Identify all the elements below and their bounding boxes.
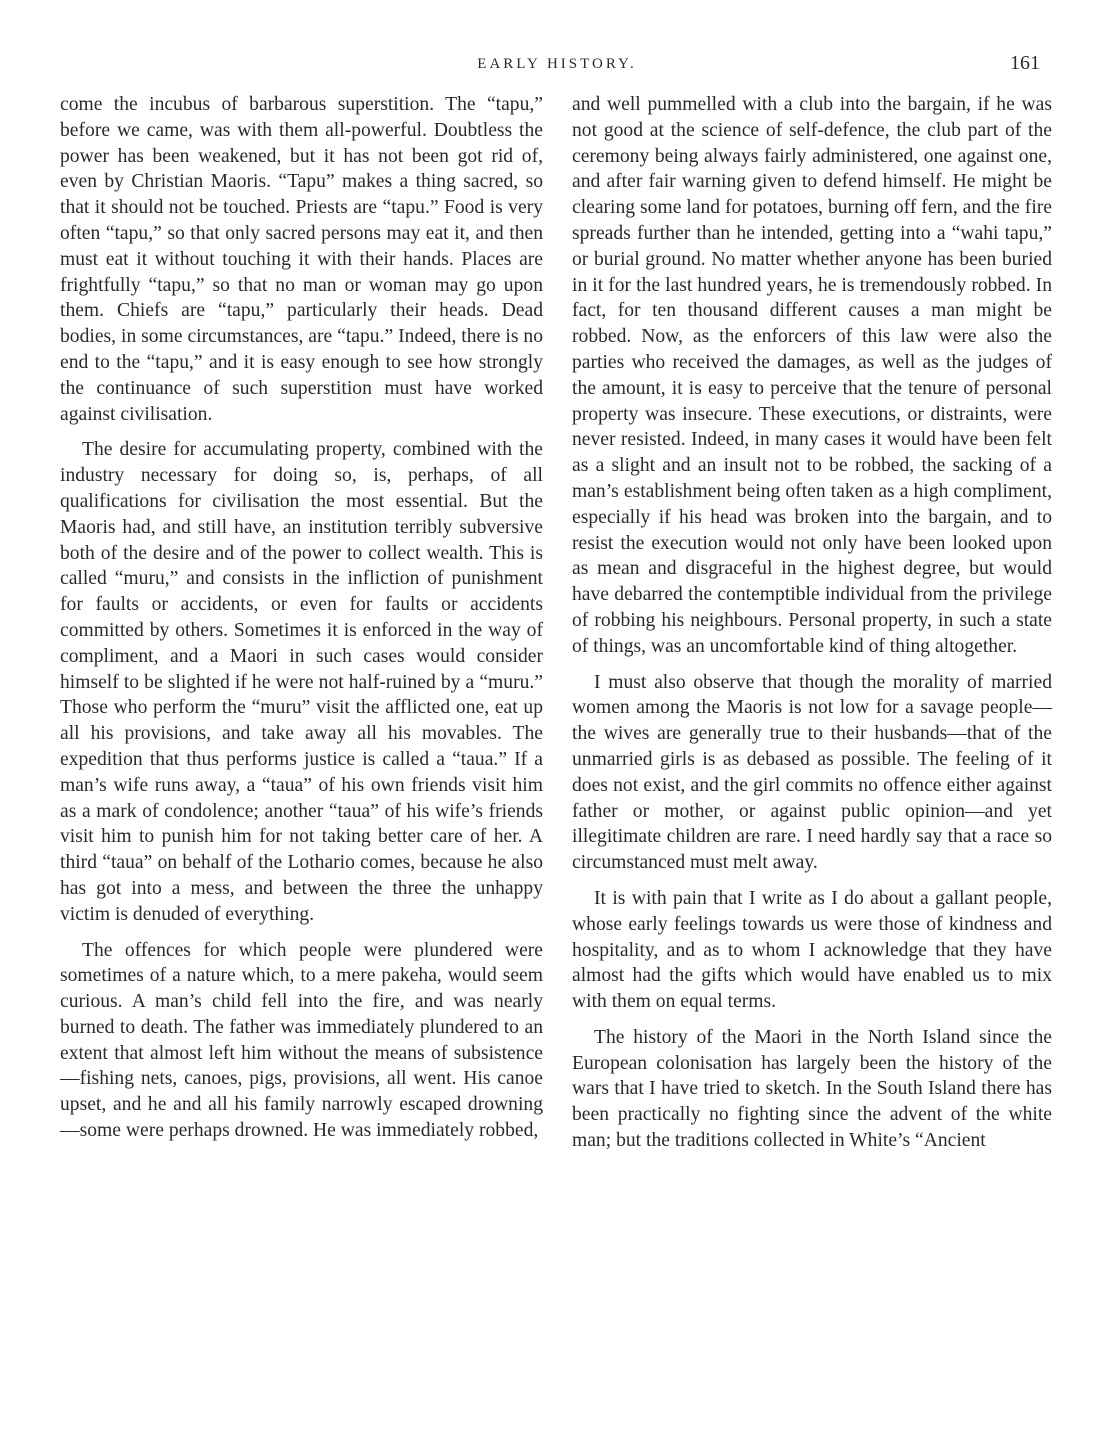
left-column (60, 92, 543, 1154)
paragraph: come the incubus of barbarous superstition. The “tapu,” before we came, was with them all-powerful. Doubtless the power has been weakened, but it has not been got rid of, even by Christian Maoris. “Tapu” makes a thing sacred, so that it should not be touched. Priests are “tapu.” Food is very often “tapu,” so that only sacred persons may eat it, and then must eat it without touching it with their hands. Places are frightfully “tapu,” so that no man or woman may go upon them. Chiefs are “tapu,” particularly their heads. Dead bodies, in some circumstances, are “tapu.” Indeed, there is no end to the “tapu,” and it is easy enough to see how strongly the continuance of such superstition must have worked against civilisation. (60, 94, 543, 425)
right-column (572, 92, 1052, 1164)
page-header (0, 52, 1114, 80)
running-title: EARLY HISTORY. (477, 56, 637, 72)
paragraph: The desire for accumulating property, combined with the industry necessary for doing so, is, perhaps, of all qualifications for civilisation the most essential. But the Maoris had, and still have, an institution terribly subversive both of the desire and of the power to collect wealth. This is called “muru,” and consists in the infliction of punishment for faults or accidents, or even for faults or accidents committed by others. Sometimes it is enforced in the way of compliment, and a Maori in such cases would consider himself to be slighted if he were not half-ruined by a “muru.” Those who perform the “muru” visit the afflicted one, eat up all his provisions, and take away all his movables. The expedition that thus performs justice is called a “taua.” If a man’s wife runs away, a “taua” of his own friends visit him as a mark of condolence; another “taua” of his wife’s friends visit him to punish him for not taking better care of her. A third “taua” on behalf of the Lothario comes, because he also has got into a mess, and between the three the unhappy victim is denuded of everything. (60, 439, 543, 925)
paragraph: I must also observe that though the morality of married women among the Maoris is not low for a savage people—the wives are generally true to their husbands—that of the unmarried girls is as debased as possible. The feeling of it does not exist, and the girl commits no offence either against father or mother, or against public opinion—and yet illegitimate children are rare. I need hardly say that a race so circumstanced must melt away. (572, 671, 1052, 874)
page-number: 161 (1010, 52, 1040, 74)
paragraph: and well pummelled with a club into the bargain, if he was not good at the science of self-defence, the club part of the ceremony being always fairly administered, one against one, and after fair warning given to defend himself. He might be clearing some land for potatoes, burning off fern, and the fire spreads further than he intended, getting into a “wahi tapu,” or burial ground. No matter whether anyone has been buried in it for the last hundred years, he is tremendously robbed. In fact, for ten thousand different causes a man might be robbed. Now, as the enforcers of this law were also the parties who received the damages, as well as the judges of the amount, it is easy to perceive that the tenure of personal property was insecure. These executions, or distraints, were never resisted. Indeed, in many cases it would have been felt as a slight and an insult not to be robbed, the sacking of a man’s establishment being often taken as a high compliment, especially if his head was broken into the bargain, and to resist the execution would not only have been looked upon as mean and disgraceful in the highest degree, but would have debarred the contemptible individual from the privilege of robbing his neighbours. Personal property, in such a state of things, was an uncomfortable kind of thing altogether. (572, 94, 1052, 657)
paragraph: The offences for which people were plundered were sometimes of a nature which, to a mere pakeha, would seem curious. A man’s child fell into the fire, and was nearly burned to death. The father was immediately plundered to an extent that almost left him without the means of subsistence—fishing nets, canoes, pigs, provisions, all went. His canoe upset, and he and all his family narrowly escaped drowning—some were perhaps drowned. He was immediately robbed, (60, 939, 543, 1142)
paragraph: It is with pain that I write as I do about a gallant people, whose early feelings towards us were those of kindness and hospitality, and as to whom I acknowledge that they have almost had the gifts which would have enabled us to mix with them on equal terms. (572, 887, 1052, 1013)
paragraph: The history of the Maori in the North Island since the European colonisation has largely been the history of the wars that I have tried to sketch. In the South Island there has been practically no fighting since the advent of the white man; but the traditions collected in White’s “Ancient (572, 1026, 1052, 1152)
